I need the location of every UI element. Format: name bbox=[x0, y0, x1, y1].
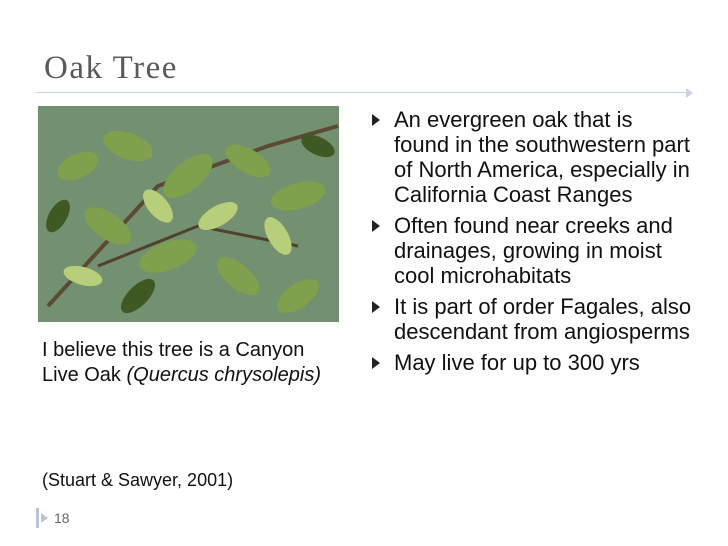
bullet-arrow-icon bbox=[372, 357, 380, 369]
citation: (Stuart & Sawyer, 2001) bbox=[42, 470, 234, 490]
title-underline bbox=[36, 92, 686, 93]
title-arrow-icon bbox=[686, 88, 693, 98]
bullet-text: Often found near creeks and drainages, growing in moist cool microhabitats bbox=[394, 213, 673, 288]
caption-text: I believe this tree is a Canyon Live Oak bbox=[42, 339, 305, 386]
bullet-list bbox=[372, 107, 692, 381]
bullet-text: May live for up to 300 yrs bbox=[394, 350, 640, 375]
bullet-item bbox=[372, 107, 692, 207]
photo-caption bbox=[42, 338, 342, 388]
slide-number: 18 bbox=[54, 510, 70, 526]
bullet-text: It is part of order Fagales, also descendant from angiosperms bbox=[394, 294, 692, 344]
leaves-illustration bbox=[38, 106, 339, 322]
bullet-arrow-icon bbox=[372, 114, 380, 126]
bullet-arrow-icon bbox=[372, 301, 380, 313]
bullet-item bbox=[372, 294, 692, 344]
caption-scientific-name: (Quercus chrysolepis) bbox=[126, 364, 321, 386]
footer-bar bbox=[36, 508, 39, 528]
bullet-text: An evergreen oak that is found in the southwestern part of North America, especially in California Coast Ranges bbox=[394, 107, 690, 207]
footer-arrow-icon bbox=[41, 513, 48, 523]
oak-tree-photo bbox=[38, 106, 339, 322]
slide-title: Oak Tree bbox=[44, 50, 178, 86]
bullet-item bbox=[372, 213, 692, 288]
bullet-arrow-icon bbox=[372, 220, 380, 232]
bullet-item bbox=[372, 350, 692, 375]
